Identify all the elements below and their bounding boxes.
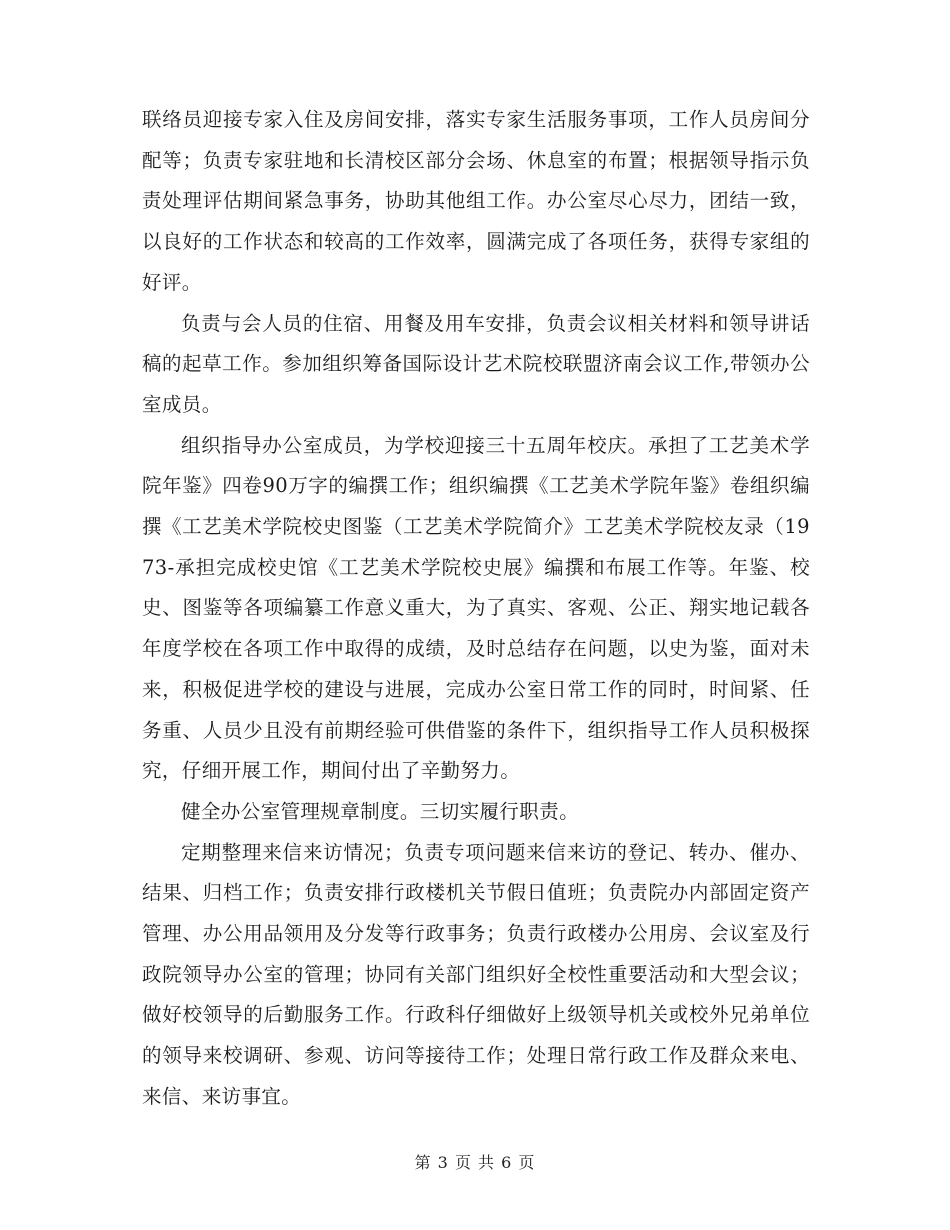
paragraph-3: 组织指导办公室成员，为学校迎接三十五周年校庆。承担了工艺美术学院年鉴》四卷90万字的编撰工作；组织编撰《工艺美术学院年鉴》卷组织编撰《工艺美术学院校史图鉴（工艺美术学院简介》工艺美术学院校友录（1973-承担完成校史馆《工艺美术学院校史展》编撰和布展工作等。年鉴、校史、图鉴等各项编纂工作意义重大，为了真实、客观、公正、翔实地记载各年度学校在各项工作中取得的成绩，及时总结存在问题，以史为鉴，面对未来，积极促进学校的建设与进展，完成办公室日常工作的同时，时间紧、任务重、人员少且没有前期经验可供借鉴的条件下，组织指导工作人员积极探究，仔细开展工作，期间付出了辛勤努力。 — [142, 433, 810, 783]
paragraph-5: 定期整理来信来访情况；负责专项问题来信来访的登记、转办、催办、结果、归档工作；负责安排行政楼机关节假日值班；负责院办内部固定资产管理、办公用品领用及分发等行政事务；负责行政楼办公用房、会议室及行政院领导办公室的管理；协同有关部门组织好全校性重要活动和大型会议；做好校领导的后勤服务工作。行政科仔细做好上级领导机关或校外兄弟单位的领导来校调研、参观、访问等接待工作；处理日常行政工作及群众来电、来信、来访事宜。 — [142, 840, 810, 1108]
paragraph-1: 联络员迎接专家入住及房间安排，落实专家生活服务事项，工作人员房间分配等；负责专家驻地和长清校区部分会场、休息室的布置；根据领导指示负责处理评估期间紧急事务，协助其他组工作。办公室尽心尽力，团结一致，以良好的工作状态和较高的工作效率，圆满完成了各项任务，获得专家组的好评。 — [142, 108, 810, 294]
document-body — [142, 100, 810, 1118]
page-number-footer: 第 3 页 共 6 页 — [414, 1153, 536, 1172]
paragraph-4: 健全办公室管理规章制度。三切实履行职责。 — [181, 799, 580, 823]
paragraph-2: 负责与会人员的住宿、用餐及用车安排，负责会议相关材料和领导讲话稿的起草工作。参加组织筹备国际设计艺术院校联盟济南会议工作,带领办公室成员。 — [142, 311, 810, 416]
